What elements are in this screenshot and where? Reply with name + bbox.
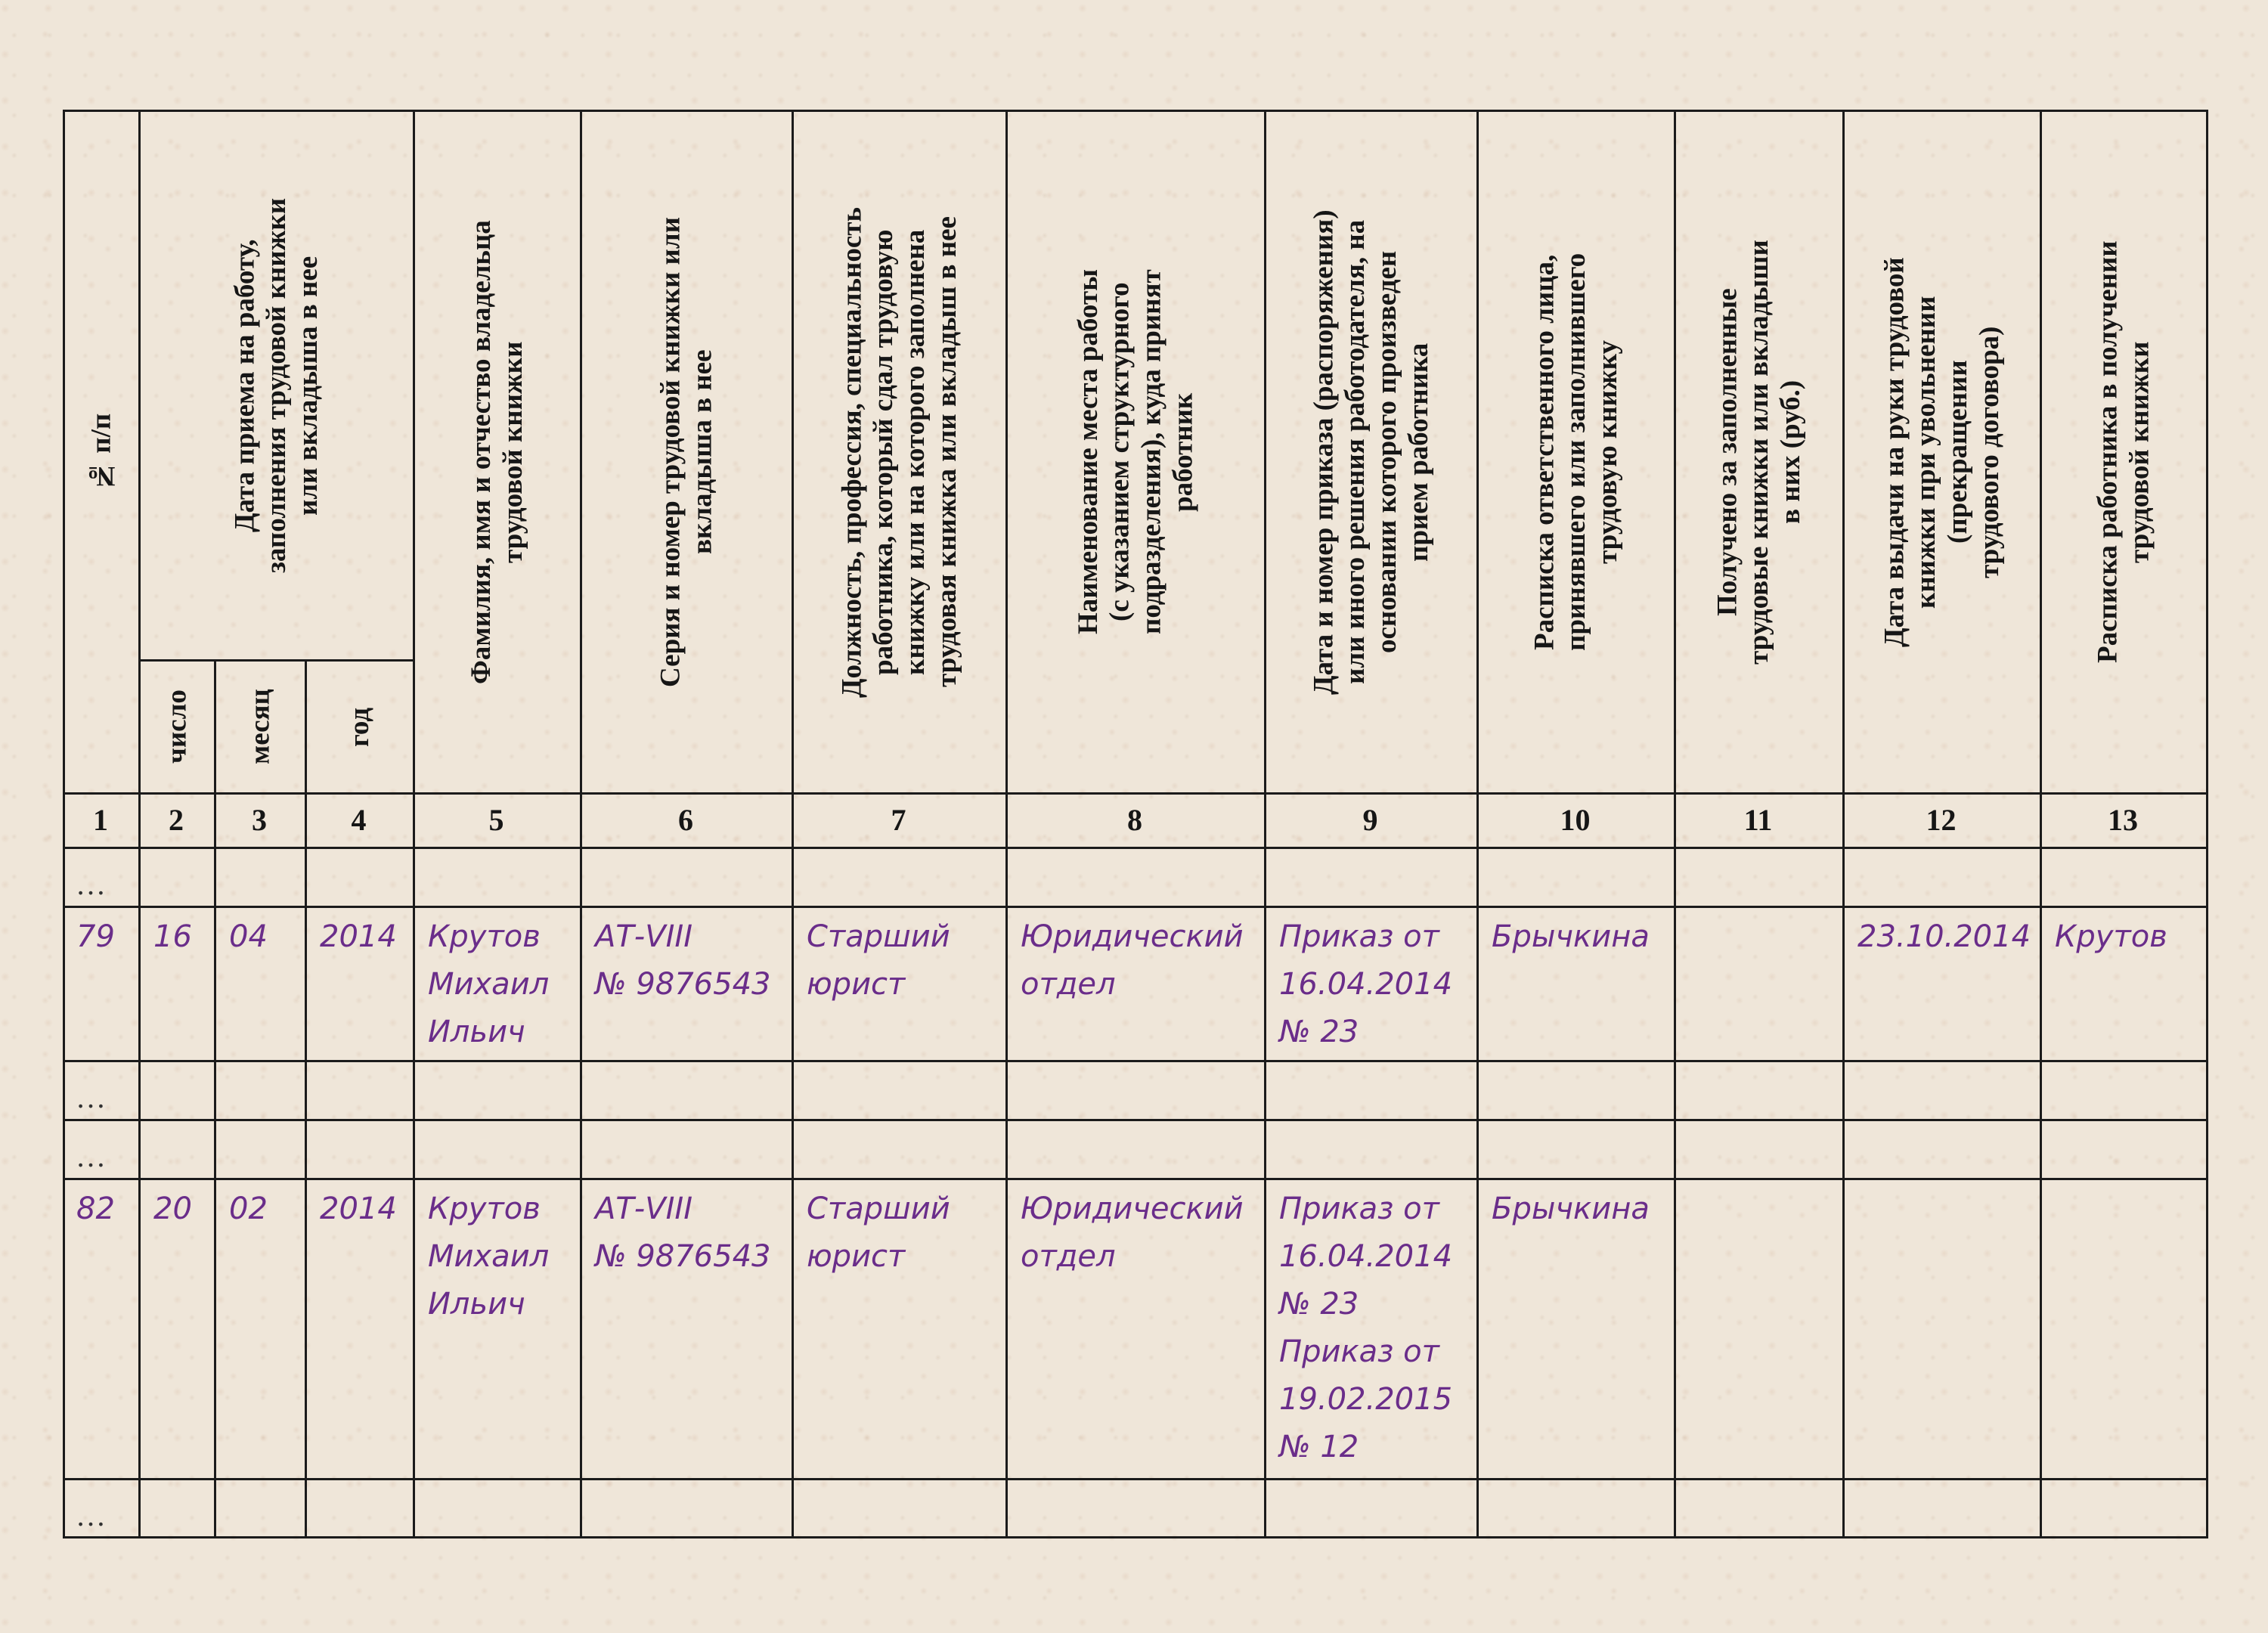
ellipsis-row-marker: …: [76, 1498, 106, 1532]
employee-signature: Крутов: [2055, 919, 2167, 954]
header-line: (с указанием структурного: [1104, 282, 1136, 622]
table-rule-horizontal: [63, 847, 2208, 849]
issue-date: 23.10.2014: [1857, 919, 2031, 954]
entry-month: 02: [229, 1191, 268, 1226]
header-line: число: [161, 689, 193, 764]
column-number: 3: [252, 802, 267, 837]
responsible-signature: Брычкина: [1492, 1191, 1650, 1226]
header-line: заполнения трудовой книжки: [261, 198, 293, 574]
entry-number: 79: [76, 919, 115, 954]
table-rule-horizontal: [63, 1119, 2208, 1121]
column-number: 9: [1362, 802, 1378, 837]
book-number-line: АТ-VIII: [595, 1191, 692, 1226]
header-line: Серия и номер трудовой книжки или: [655, 217, 686, 687]
header-col7: [794, 112, 1005, 792]
header-line: трудовой книжки: [2124, 341, 2155, 563]
header-col6: [582, 112, 792, 792]
header-line: Получено за заполненные: [1712, 288, 1743, 616]
header-line: подразделения), куда принят: [1136, 269, 1167, 635]
order-reference-line: Приказ от: [1279, 1334, 1439, 1369]
table-rule-horizontal: [63, 1478, 2208, 1480]
position-line: юрист: [807, 1239, 906, 1274]
order-reference: [1279, 1185, 1452, 1471]
order-reference-line: № 12: [1279, 1430, 1359, 1464]
header-line: вкладыша в нее: [686, 349, 718, 555]
header-line: Дата приема на работу,: [229, 239, 261, 532]
header-line: или иного решения работодателя, на: [1340, 219, 1371, 685]
header-line: трудового договора): [1973, 326, 2005, 578]
workplace: [1021, 913, 1244, 1009]
position-line: Старший: [807, 919, 950, 954]
header-col12: [1845, 112, 2040, 792]
column-number: 2: [169, 802, 184, 837]
header-col13: [2042, 112, 2206, 792]
position-line: юрист: [807, 967, 906, 1002]
owner-name-line: Ильич: [428, 1015, 525, 1049]
entry-month: 04: [229, 919, 268, 954]
responsible-signature: Брычкина: [1492, 919, 1650, 954]
header-line: книжку или на которого заполнена: [900, 229, 931, 675]
header-col9: [1266, 112, 1476, 792]
header-col10: [1479, 112, 1674, 792]
column-number: 8: [1127, 802, 1142, 837]
position: [807, 913, 950, 1009]
header-col2: [141, 662, 214, 792]
book-number: [595, 913, 770, 1009]
header-col3: [216, 662, 305, 792]
entry-year: 2014: [320, 919, 397, 954]
order-reference: [1279, 913, 1452, 1056]
column-number: 12: [1926, 802, 1957, 837]
workplace-line: отдел: [1021, 967, 1116, 1002]
book-number-line: АТ-VIII: [595, 919, 692, 954]
book-number: [595, 1185, 770, 1281]
owner-name-line: Ильич: [428, 1287, 525, 1322]
owner-name-line: Михаил: [428, 1239, 550, 1274]
header-line: Расписка работника в получении: [2092, 240, 2124, 664]
entry-number: 82: [76, 1191, 115, 1226]
table-rule-vertical: [2206, 110, 2208, 1538]
table-rule-horizontal: [63, 906, 2208, 908]
column-number: 10: [1560, 802, 1591, 837]
header-col1: [65, 112, 138, 792]
column-number: 13: [2108, 802, 2138, 837]
ellipsis-row-marker: …: [76, 1139, 106, 1173]
header-col5: [415, 112, 580, 792]
header-line: прием работника: [1402, 342, 1434, 562]
entry-day: 20: [153, 1191, 192, 1226]
owner-name: [428, 913, 549, 1056]
table-rule-horizontal: [63, 1060, 2208, 1062]
header-line: Наименование места работы: [1072, 269, 1104, 635]
header-line: (прекращении: [1942, 360, 1973, 544]
column-number: 1: [93, 802, 108, 837]
position-line: Старший: [807, 1191, 950, 1226]
header-line: Должность, профессия, специальность: [836, 206, 868, 698]
owner-name-line: Крутов: [428, 1191, 541, 1226]
header-line: Расписка ответственного лица,: [1529, 254, 1560, 650]
ellipsis-row-marker: …: [76, 867, 106, 901]
header-line: книжки при увольнении: [1910, 296, 1942, 609]
order-reference-line: 16.04.2014: [1279, 967, 1453, 1002]
header-line: работник: [1167, 392, 1199, 512]
header-line: принявшего или заполнившего: [1560, 253, 1592, 652]
header-line: или вкладыша в нее: [292, 256, 324, 516]
owner-name-line: Крутов: [428, 919, 541, 954]
order-reference-line: Приказ от: [1279, 919, 1439, 954]
column-number: 11: [1743, 802, 1773, 837]
header-line: трудовую книжку: [1591, 340, 1623, 564]
entry-day: 16: [153, 919, 192, 954]
header-line: в них (руб.): [1774, 380, 1806, 525]
header-col4: [307, 662, 413, 792]
workplace-line: Юридический: [1021, 1191, 1244, 1226]
header-line: трудовая книжка или вкладыш в нее: [931, 216, 962, 688]
header-line: год: [344, 707, 376, 747]
owner-name-line: Михаил: [428, 967, 550, 1002]
order-reference-line: № 23: [1279, 1287, 1359, 1322]
column-number: 5: [488, 802, 504, 837]
header-line: № п/п: [85, 413, 117, 491]
order-reference-line: 19.02.2015: [1279, 1382, 1453, 1417]
order-reference-line: № 23: [1279, 1015, 1359, 1049]
workplace-line: Юридический: [1021, 919, 1244, 954]
table-rule-horizontal: [63, 1178, 2208, 1180]
order-reference-line: 16.04.2014: [1279, 1239, 1453, 1274]
owner-name: [428, 1185, 549, 1328]
workplace-line: отдел: [1021, 1239, 1116, 1274]
book-number-line: № 9876543: [595, 967, 771, 1002]
header-col2_group: [141, 112, 413, 659]
entry-year: 2014: [320, 1191, 397, 1226]
ellipsis-row-marker: …: [76, 1080, 106, 1114]
header-col8: [1008, 112, 1264, 792]
header-line: работника, который сдал трудовую: [868, 229, 900, 675]
header-col11: [1676, 112, 1842, 792]
column-number: 6: [678, 802, 693, 837]
table-rule-horizontal: [63, 1536, 2208, 1538]
header-line: Дата выдачи на руки трудовой: [1879, 257, 1910, 647]
header-line: основании которого произведен: [1371, 250, 1402, 654]
header-line: трудовые книжки или вкладыши: [1743, 240, 1775, 665]
workplace: [1021, 1185, 1244, 1281]
header-line: Дата и номер приказа (распоряжения): [1308, 209, 1340, 695]
header-line: Фамилия, имя и отчество владельца: [466, 220, 497, 684]
header-line: месяц: [244, 689, 276, 765]
position: [807, 1185, 950, 1281]
header-line: трудовой книжки: [497, 341, 528, 563]
order-reference-line: Приказ от: [1279, 1191, 1439, 1226]
book-number-line: № 9876543: [595, 1239, 771, 1274]
column-number: 7: [891, 802, 906, 837]
column-number: 4: [351, 802, 367, 837]
